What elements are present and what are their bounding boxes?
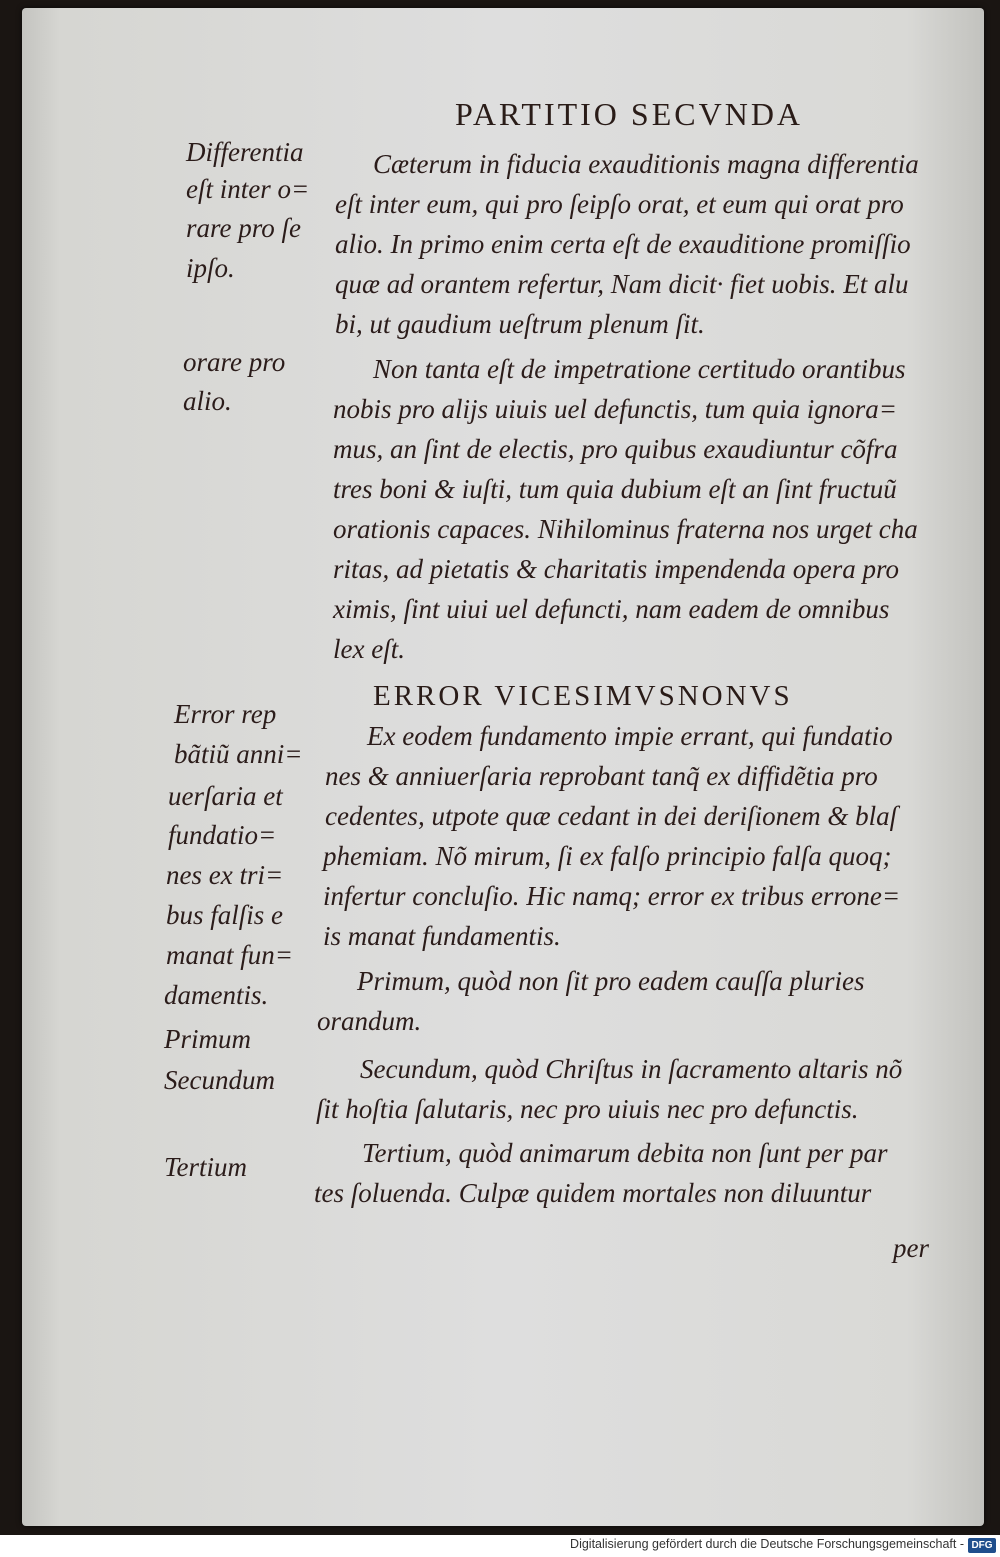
body-line: nes & anniuerſaria reprobant tanq̃ ex diffidẽtia pro <box>325 761 878 791</box>
margin-note: uerſaria et <box>168 781 283 811</box>
margin-note: Secundum <box>164 1065 275 1095</box>
body-line: lex eſt. <box>333 634 405 664</box>
body-line: quæ ad orantem refertur, Nam dicit· fiet uobis. Et alu <box>335 269 909 299</box>
body-line: nobis pro alijs uiuis uel defunctis, tum quia ignora= <box>333 394 897 424</box>
body-line: ximis, ſint uiui uel defuncti, nam eadem de omnibus <box>333 594 890 624</box>
margin-note: bãtiũ anni= <box>174 739 303 769</box>
section-heading: ERROR VICESIMVSNONVS <box>373 680 793 712</box>
footer-credit: Digitalisierung gefördert durch die Deutsche Forschungsgemeinschaft - <box>570 1537 964 1551</box>
catchword: per <box>893 1233 929 1263</box>
body-line: infertur concluſio. Hic namq; error ex tribus errone= <box>323 881 901 911</box>
body-line: Ex eodem fundamento impie errant, qui fundatio <box>367 721 893 751</box>
body-line: tres boni & iuſti, tum quia dubium eſt an ſint fructuũ <box>333 474 897 504</box>
body-line: eſt inter eum, qui pro ſeipſo orat, et eum qui orat pro <box>335 189 904 219</box>
margin-note: nes ex tri= <box>166 860 284 890</box>
body-line: alio. In primo enim certa eſt de exauditione promiſſio <box>335 229 911 259</box>
body-line: Tertium, quòd animarum debita non ſunt per par <box>362 1138 888 1168</box>
body-line: tes ſoluenda. Culpæ quidem mortales non diluuntur <box>314 1178 872 1208</box>
body-line: orationis capaces. Nihilominus fraterna nos urget cha <box>333 514 918 544</box>
dfg-logo: DFG <box>968 1538 996 1553</box>
body-line: cedentes, utpote quæ cedant in dei deriſionem & blaſ <box>325 801 898 831</box>
margin-note: bus falſis e <box>166 900 284 930</box>
margin-note: Primum <box>164 1024 251 1054</box>
margin-note: ipſo. <box>186 253 235 283</box>
margin-note: eſt inter o= <box>186 174 310 204</box>
body-line: ſit hoſtia ſalutaris, nec pro uiuis nec pro defunctis. <box>316 1094 859 1124</box>
margin-note: Differentia <box>186 137 304 167</box>
margin-note: manat fun= <box>166 940 293 970</box>
margin-note: Tertium <box>164 1152 248 1182</box>
margin-note: rare pro ſe <box>186 213 301 243</box>
body-line: ritas, ad pietatis & charitatis impendenda opera pro <box>333 554 899 584</box>
digitization-footer <box>0 1535 1000 1557</box>
body-line: Cæterum in fiducia exauditionis magna differentia <box>373 149 919 179</box>
margin-note: orare pro <box>183 347 286 377</box>
margin-note: fundatio= <box>168 820 277 850</box>
body-line: bi, ut gaudium ueſtrum plenum ſit. <box>335 309 705 339</box>
margin-note: damentis. <box>164 980 269 1010</box>
body-line: mus, an ſint de electis, pro quibus exaudiuntur cõfra <box>333 434 898 464</box>
margin-note: Error rep <box>174 699 277 729</box>
body-line: Secundum, quòd Chriſtus in ſacramento altaris nõ <box>360 1054 903 1084</box>
body-line: Non tanta eſt de impetratione certitudo orantibus <box>373 354 906 384</box>
body-line: Primum, quòd non ſit pro eadem cauſſa pluries <box>357 966 865 996</box>
margin-note: alio. <box>183 386 232 416</box>
running-title: PARTITIO SECVNDA <box>455 96 804 132</box>
body-line: is manat fundamentis. <box>323 921 561 951</box>
body-line: phemiam. Nõ mirum, ſi ex falſo principio falſa quoq; <box>323 841 892 871</box>
body-line: orandum. <box>317 1006 422 1036</box>
